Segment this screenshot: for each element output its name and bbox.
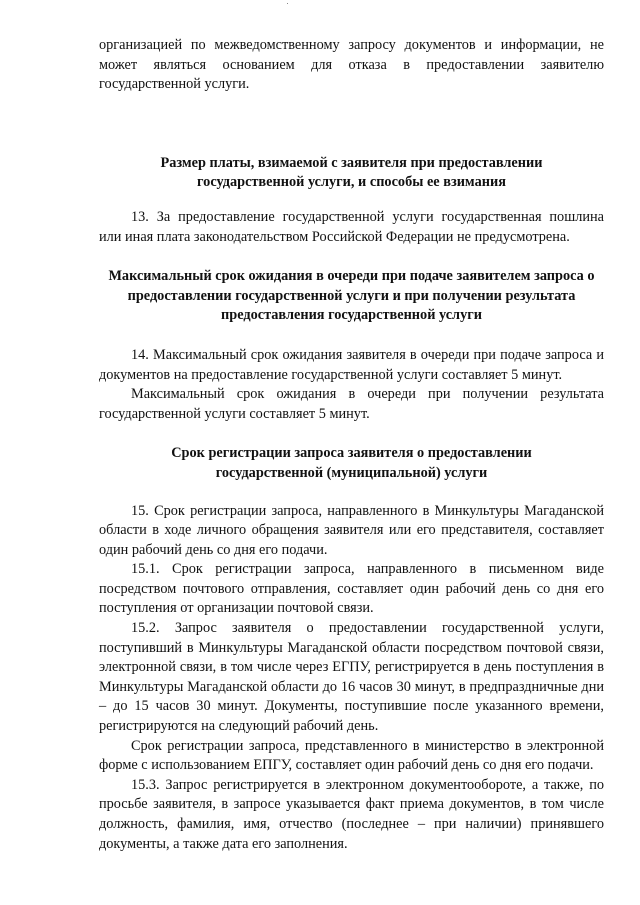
section-15-heading: Срок регистрации запроса заявителя о предоставлении государственной (муниципальной) услуги: [171, 445, 532, 481]
section-14-heading: Максимальный срок ожидания в очереди при подаче заявителем запроса о предоставлении государственной услуги и при получении результата предоставления государственной услуги: [108, 268, 595, 324]
section-14-paragraph-2: Максимальный срок ожидания в очереди при получении результата государственной услуги составляет 5 минут.: [99, 386, 604, 422]
scan-mark: [287, 3, 288, 4]
document-page: [99, 36, 604, 854]
section-15-2-paragraph: 15.2. Запрос заявителя о предоставлении государственной услуги, поступивший в Минкультуры Магаданской области посредством почтовой связи, электронной связи, в том числе через ЕГПУ, регистрируется в день поступления в Минкультуры Магаданской области до 16 часов 30 минут, в предпраздничные дни – до 15 часов 30 минут. Документы, поступившие после указанного времени, регистрируются на следующий рабочий день.: [99, 620, 604, 735]
section-15-1-paragraph: 15.1. Срок регистрации запроса, направленного в письменном виде посредством почтового отправления, составляет один рабочий день со дня его поступления от организации почтовой связи.: [99, 561, 604, 617]
section-13-paragraph: 13. За предоставление государственной услуги государственная пошлина или иная плата законодательством Российской Федерации не предусмотрена.: [99, 208, 604, 245]
section-15-2-electronic-paragraph: Срок регистрации запроса, представленного в министерство в электронной форме с использованием ЕПГУ, составляет один рабочий день со дня его подачи.: [99, 737, 604, 774]
section-13-heading: Размер платы, взимаемой с заявителя при предоставлении государственной услуги, и способы ее взимания: [160, 154, 543, 191]
section-15-paragraph-1: 15. Срок регистрации запроса, направленного в Минкультуры Магаданской области в ходе личного обращения заявителя или его представителя, составляет один рабочий день со дня его подачи.: [99, 502, 604, 558]
intro-paragraph: организацией по межведомственному запросу документов и информации, не может являться основанием для отказа в предоставлении заявителю государственной услуги.: [99, 37, 604, 93]
section-14-paragraph-1: 14. Максимальный срок ожидания заявителя в очереди при подаче запроса и документов на предоставление государственной услуги составляет 5 минут.: [99, 346, 604, 383]
section-15-3-paragraph: 15.3. Запрос регистрируется в электронном документообороте, а также, по просьбе заявителя, в запросе указывается факт приема документов, в том числе должность, фамилия, имя, отчество (последнее – при наличии) принявшего документы, а также дата его заполнения.: [99, 776, 604, 852]
